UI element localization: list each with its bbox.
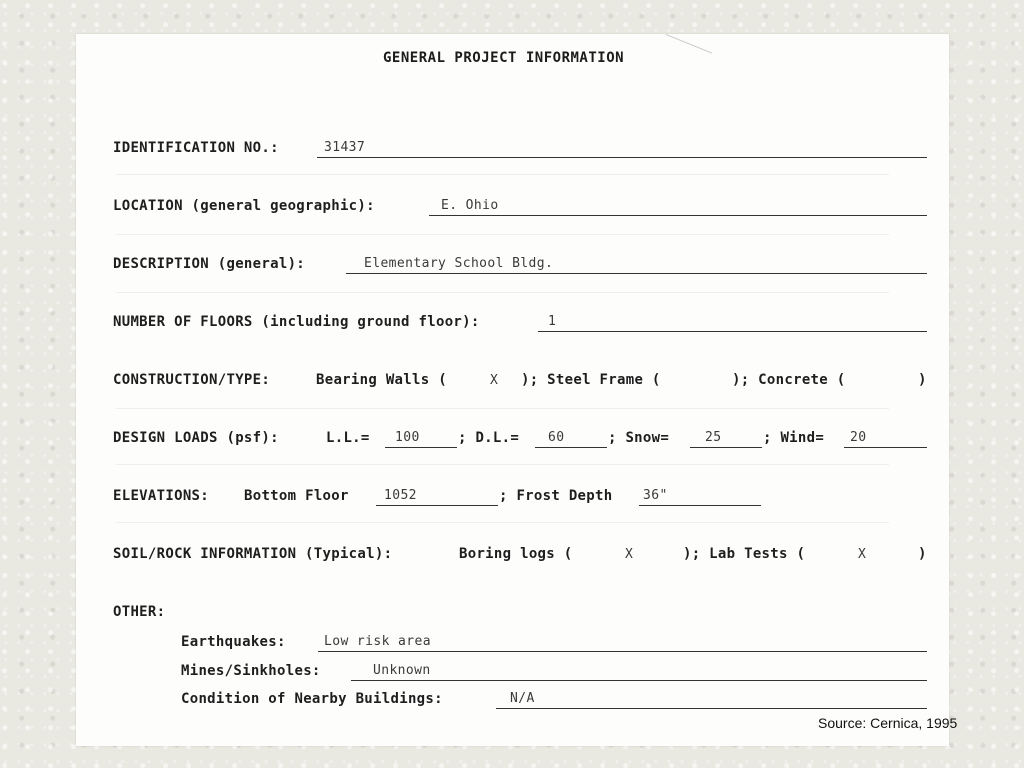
form-title: GENERAL PROJECT INFORMATION [383, 50, 625, 66]
description-value: Elementary School Bldg. [364, 256, 554, 271]
dead-load-value: 60 [548, 430, 565, 445]
bleed-through-line [116, 522, 889, 523]
location-line [429, 193, 927, 216]
nearby-buildings-label: Condition of Nearby Buildings: [181, 691, 443, 707]
floors-value: 1 [548, 314, 557, 329]
dead-load-label: ; D.L.= [458, 430, 520, 446]
floors-label: NUMBER OF FLOORS (including ground floor): [113, 314, 480, 330]
earthquakes-label: Earthquakes: [181, 634, 286, 650]
snow-label: ; Snow= [608, 430, 670, 446]
live-load-value: 100 [395, 430, 420, 445]
bottom-floor-line [376, 483, 498, 506]
bleed-through-line [116, 408, 889, 409]
soil-row [113, 542, 927, 564]
other-label: OTHER: [113, 604, 166, 620]
dead-load-line [535, 425, 607, 448]
boring-logs-label: Boring logs ( [459, 546, 573, 562]
frost-depth-label: ; Frost Depth [499, 488, 613, 504]
location-label: LOCATION (general geographic): [113, 198, 375, 214]
construction-row [113, 368, 927, 390]
elevations-row [113, 484, 927, 506]
earthquakes-row [181, 630, 927, 652]
nearby-buildings-value: N/A [510, 691, 535, 706]
bottom-floor-value: 1052 [384, 488, 417, 503]
snow-value: 25 [705, 430, 722, 445]
lab-tests-label: ); Lab Tests ( [683, 546, 806, 562]
earthquakes-value: Low risk area [324, 634, 431, 649]
bearing-walls-label: Bearing Walls ( [316, 372, 447, 388]
live-load-line [385, 425, 457, 448]
frost-depth-value: 36" [643, 488, 668, 503]
paper-crease [655, 34, 712, 80]
construction-label: CONSTRUCTION/TYPE: [113, 372, 271, 388]
soil-close-paren: ) [918, 546, 927, 562]
construction-close-paren: ) [918, 372, 927, 388]
mines-label: Mines/Sinkholes: [181, 663, 321, 679]
source-caption: Source: Cernica, 1995 [818, 715, 958, 731]
identification-row [113, 136, 927, 158]
steel-frame-label: ); Steel Frame ( [521, 372, 661, 388]
wind-value: 20 [850, 430, 867, 445]
location-row [113, 194, 927, 216]
bearing-walls-value: X [490, 373, 499, 388]
form-sheet [76, 34, 949, 746]
description-line [346, 251, 927, 274]
floors-line [538, 309, 927, 332]
elevations-label: ELEVATIONS: [113, 488, 210, 504]
design-loads-row [113, 426, 927, 448]
bleed-through-line [116, 234, 889, 235]
boring-logs-value: X [625, 547, 634, 562]
mines-row [181, 659, 927, 681]
floors-row [113, 310, 927, 332]
bottom-floor-label: Bottom Floor [244, 488, 349, 504]
bleed-through-line [116, 292, 889, 293]
location-value: E. Ohio [441, 198, 499, 213]
description-row [113, 252, 927, 274]
description-label: DESCRIPTION (general): [113, 256, 306, 272]
design-loads-label: DESIGN LOADS (psf): [113, 430, 279, 446]
frost-depth-line [639, 483, 761, 506]
other-row [113, 600, 313, 622]
mines-line [351, 658, 927, 681]
identification-label: IDENTIFICATION NO.: [113, 140, 279, 156]
identification-line [317, 135, 927, 158]
soil-label: SOIL/ROCK INFORMATION (Typical): [113, 546, 393, 562]
bleed-through-line [116, 174, 889, 175]
concrete-label: ); Concrete ( [732, 372, 846, 388]
nearby-buildings-line [496, 686, 927, 709]
earthquakes-line [318, 629, 927, 652]
snow-line [690, 425, 762, 448]
nearby-buildings-row [181, 687, 927, 709]
wind-label: ; Wind= [763, 430, 825, 446]
identification-value: 31437 [324, 140, 366, 155]
wind-line [844, 425, 927, 448]
live-load-label: L.L.= [326, 430, 370, 446]
mines-value: Unknown [373, 663, 431, 678]
bleed-through-line [116, 464, 889, 465]
lab-tests-value: X [858, 547, 867, 562]
